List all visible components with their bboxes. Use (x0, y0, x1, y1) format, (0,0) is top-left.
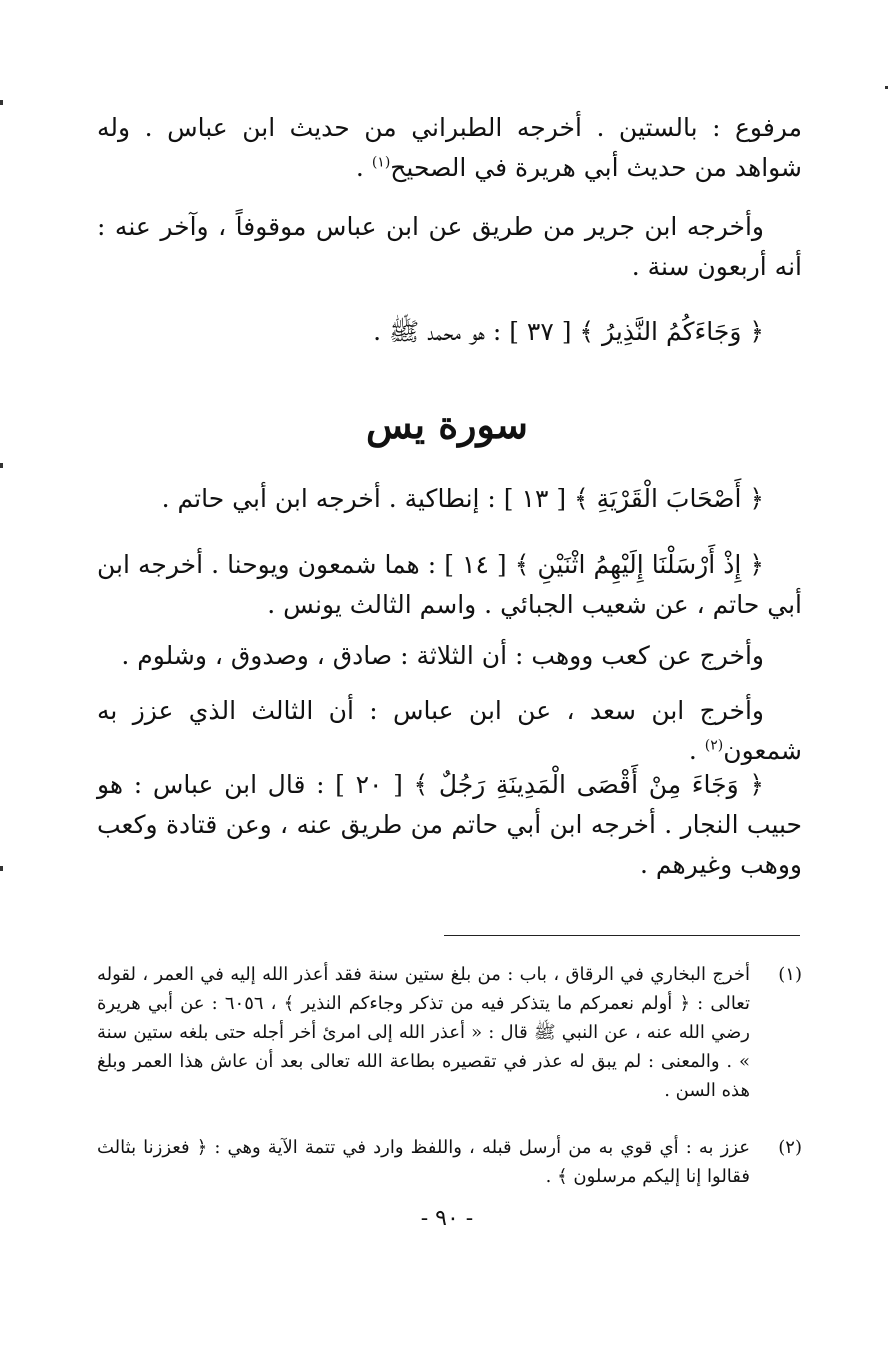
footnote-text: عزز به : أي قوي به من أرسل قبله ، واللفظ وارد في تتمة الآية وهي : ﴿ فعززنا بثالث فقالوا إنا إليكم مرسلون ﴾ . (97, 1137, 750, 1187)
footnote-number: (٢) (778, 1137, 802, 1158)
paragraph-verse-14: ﴿ إِذْ أَرْسَلْنَا إِلَيْهِمُ اثْنَيْنِ ﴾ [ ١٤ ] : هما شمعون ويوحنا . أخرجه ابن أبي حاتم ، عن شعيب الجبائي . واسم الثالث يونس . (97, 550, 802, 619)
footnote-marker-1: (١) (371, 154, 391, 171)
footnote-marker-2: (٢) (704, 737, 724, 754)
footnote-2 (97, 1133, 802, 1191)
paragraph-verse-37: ﴿ وَجَاءَكُمُ النَّذِيرُ ﴾ [ ٣٧ ] : هو محمد ﷺ . (373, 317, 764, 346)
footnote-divider (444, 935, 800, 936)
paragraph-hadith-sources: مرفوع : بالستين . أخرجه الطبراني من حديث ابن عباس . وله شواهد من حديث أبي هريرة في الصحيح$^{(١)}$ . (97, 113, 802, 182)
page-number: - ٩٠ - (420, 1206, 474, 1231)
footnote-text: أخرج البخاري في الرقاق ، باب : من بلغ ستين سنة فقد أعذر الله إليه في العمر ، لقوله تعالى : ﴿ أولم نعمركم ما يتذكر فيه من تذكر وجاءكم النذير ﴾ ، ٦٠٥٦ : عن أبي هريرة رضي الله عنه ، عن النبي ﷺ قال : « أعذر الله إلى امرئ أخر أجله حتى بلغه ستين سنة » . والمعنى : لم يبق له عذر في تقصيره بطاعة الله تعالى بعد أن عاش هذا العمر وبلغ هذه السن . (97, 964, 750, 1101)
paragraph-verse-20: ﴿ وَجَاءَ مِنْ أَقْصَى الْمَدِينَةِ رَجُلٌ ﴾ [ ٢٠ ] : قال ابن عباس : هو حبيب النجار . أخرجه ابن أبي حاتم من طريق عنه ، وعن قتادة وكعب ووهب وغيرهم . (97, 770, 802, 879)
margin-mark (0, 463, 3, 468)
margin-mark (0, 100, 3, 105)
surah-title: سورة يس (366, 402, 528, 447)
paragraph-ibn-saad: وأخرج ابن سعد ، عن ابن عباس : أن الثالث الذي عزز به شمعون$^{(٢)}$ . (97, 696, 802, 765)
paragraph-verse-13: ﴿ أَصْحَابَ الْقَرْيَةِ ﴾ [ ١٣ ] : إنطاكية . أخرجه ابن أبي حاتم . (161, 484, 764, 513)
margin-mark (0, 866, 3, 871)
footnote-number: (١) (778, 964, 802, 985)
paragraph-kaab-wahb: وأخرج عن كعب ووهب : أن الثلاثة : صادق ، وصدوق ، وشلوم . (121, 641, 764, 670)
paragraph-ibn-jarir: وأخرجه ابن جرير من طريق عن ابن عباس موقوفاً ، وآخر عنه : أنه أربعون سنة . (97, 212, 802, 281)
footnote-1 (97, 960, 802, 1105)
margin-mark (885, 86, 888, 89)
